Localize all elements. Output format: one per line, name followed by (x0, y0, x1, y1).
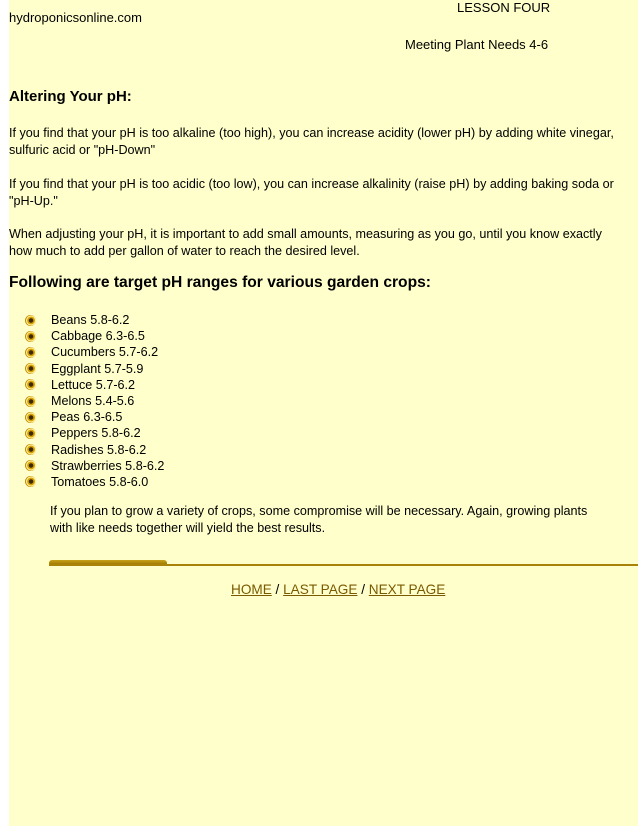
compromise-note: If you plan to grow a variety of crops, some compromise will be necessary. Again, growing plants with like needs together will yield the best results. (50, 504, 588, 535)
bullet-icon (25, 315, 36, 326)
list-item (25, 361, 164, 377)
crop-label: Radishes 5.8-6.2 (51, 442, 147, 457)
bullet-icon (25, 379, 36, 390)
crop-label: Cabbage 6.3-6.5 (51, 329, 145, 344)
crop-label: Peas 6.3-6.5 (51, 410, 123, 425)
list-item (25, 474, 164, 490)
lesson-label: LESSON FOUR (457, 0, 551, 15)
list-item (25, 344, 164, 360)
home-link[interactable]: HOME (231, 582, 272, 597)
bullet-icon (25, 460, 36, 471)
crop-label: Lettuce 5.7-6.2 (51, 377, 136, 392)
page-navigation (231, 582, 445, 597)
bullet-icon (25, 347, 36, 358)
crops-heading: Following are target pH ranges for various garden crops: (9, 274, 431, 291)
bullet-icon (25, 428, 36, 439)
bullet-icon (25, 412, 36, 423)
divider-rule (49, 564, 638, 566)
section-heading: Altering Your pH: (9, 88, 132, 105)
bullet-icon (25, 396, 36, 407)
list-item (25, 377, 164, 393)
bullet-icon (25, 331, 36, 342)
paragraph-adjusting: When adjusting your pH, it is important to add small amounts, measuring as you go, until you know exactly how much to add per gallon of water to reach the desired level. (9, 227, 602, 258)
list-item (25, 442, 164, 458)
bullet-icon (25, 444, 36, 455)
list-item (25, 328, 164, 344)
list-item (25, 312, 164, 328)
list-item (25, 458, 164, 474)
list-item (25, 409, 164, 425)
bullet-icon (25, 363, 36, 374)
crop-list (25, 312, 164, 490)
bullet-icon (25, 476, 36, 487)
crop-label: Cucumbers 5.7-6.2 (51, 345, 159, 360)
section-divider (49, 560, 638, 566)
next-page-link[interactable]: NEXT PAGE (368, 582, 446, 597)
nav-separator: / (271, 582, 284, 597)
page (9, 0, 638, 826)
paragraph-acidic: If you find that your pH is too acidic (too low), you can increase alkalinity (raise pH) by adding baking soda or "pH-Up." (9, 177, 614, 208)
list-item (25, 393, 164, 409)
paragraph-alkaline: If you find that your pH is too alkaline (too high), you can increase acidity (lower pH) by adding white vinegar, sulfuric acid or "pH-Down" (9, 126, 614, 157)
site-name: hydroponicsonline.com (9, 10, 142, 25)
crop-label: Peppers 5.8-6.2 (51, 426, 141, 441)
last-page-link[interactable]: LAST PAGE (283, 582, 358, 597)
crop-label: Eggplant 5.7-5.9 (51, 361, 144, 376)
list-item (25, 425, 164, 441)
crop-label: Strawberries 5.8-6.2 (51, 458, 165, 473)
crop-label: Tomatoes 5.8-6.0 (51, 474, 149, 489)
crop-label: Beans 5.8-6.2 (51, 313, 130, 328)
lesson-subtitle: Meeting Plant Needs 4-6 (405, 37, 549, 52)
crop-label: Melons 5.4-5.6 (51, 394, 135, 409)
nav-separator: / (357, 582, 369, 597)
